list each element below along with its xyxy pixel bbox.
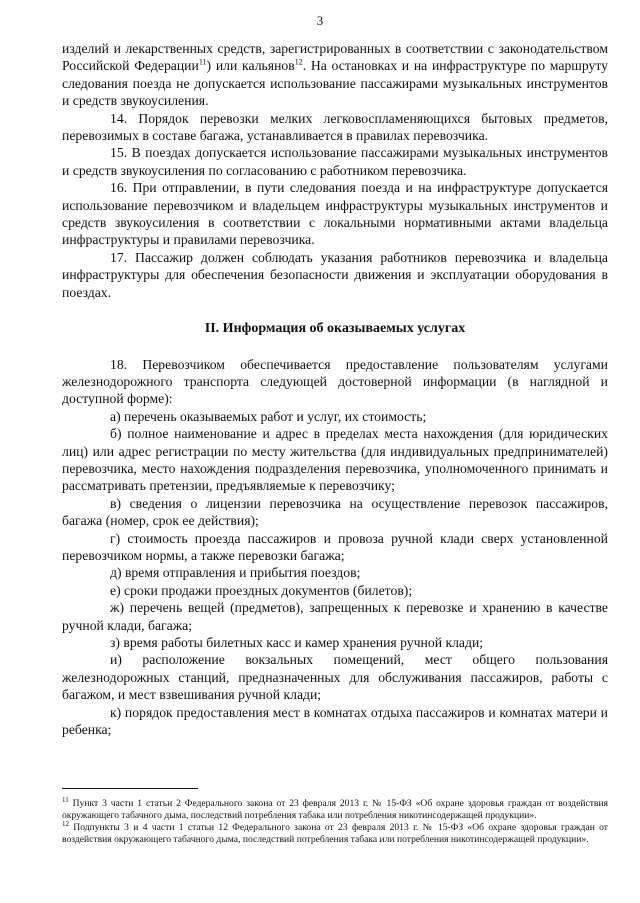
list-item-v: в) сведения о лицензии перевозчика на осуществление перевозок пассажиров, багажа (номер, срок ее действия); bbox=[62, 495, 608, 529]
list-item-zh: ж) перечень вещей (предметов), запрещенных к перевозке и хранению в качестве ручной клади, багажа; bbox=[62, 600, 608, 633]
footnote-text: Подпункты 3 и 4 части 1 статьи 12 Федерального закона от 23 февраля 2013 г. № 15-ФЗ «Об охране здоровья граждан от воздействия окружающего табачного дыма, последствий потребления табака или потребления никотинсодержащей продукции». bbox=[62, 822, 608, 845]
paragraph-text: . На остановках и на инфраструктуре по маршруту следования поезда не допускается использование пассажирами музыкальных инструментов и средств звукоусиления. bbox=[62, 58, 608, 109]
footnote-ref-12[interactable]: 12 bbox=[294, 57, 303, 67]
list-item-b: б) полное наименование и адрес в пределах места нахождения (для юридических лиц) или адрес регистрации по месту жительства (для индивидуальных предпринимателей) перевозчика, место нахождения подразделения перевозчика, уполномоченного принимать и рассматривать претензии, предъявляемые к перевозчику; bbox=[62, 426, 608, 494]
footnote-separator bbox=[62, 788, 198, 789]
list-item-g: г) стоимость проезда пассажиров и провоза ручной клади сверх установленной перевозчиком нормы, а также перевозки багажа; bbox=[62, 530, 608, 563]
footnote-number: 12 bbox=[62, 820, 69, 828]
list-item-i: и) расположение вокзальных помещений, мест общего пользования железнодорожных станций, предназначенных для обслуживания пассажиров, работы с багажом, и мест взвешивания ручной клади; bbox=[62, 652, 608, 703]
footnote-text: Пункт 3 части 1 статьи 2 Федерального закона от 23 февраля 2013 г. № 15-ФЗ «Об охране здоровья граждан от воздействия окружающего табачного дыма, последствий потребления табака или потребления никотинсодержащей продукции». bbox=[62, 798, 608, 821]
footnotes bbox=[62, 795, 608, 846]
list-item-d: д) время отправления и прибытия поездов; bbox=[110, 565, 361, 581]
list-item-e: е) сроки продажи проездных документов (билетов); bbox=[110, 582, 413, 598]
footnote-number: 11 bbox=[62, 795, 69, 804]
document-body bbox=[62, 40, 608, 738]
list-item-k: к) порядок предоставления мест в комнатах отдыха пассажиров и комнатах матери и ребенка; bbox=[62, 704, 608, 738]
paragraph-text: изделий и лекарственных средств, зарегистрированных в соответствии с законодательством Российской Федерации bbox=[62, 41, 608, 74]
footnote-11 bbox=[62, 795, 608, 821]
paragraph-15: 15. В поездах допускается использование пассажирами музыкальных инструментов и средств звукоусиления по согласованию с работником перевозчика. bbox=[62, 145, 608, 178]
page-number: 3 bbox=[316, 13, 324, 28]
section-heading: II. Информация об оказываемых услугах bbox=[204, 321, 466, 337]
paragraph-18: 18. Перевозчиком обеспечивается предоставление пользователям услугами железнодорожного транспорта следующей достоверной информации (в наглядной и доступной форме): bbox=[62, 356, 608, 407]
list-item-a: а) перечень оказываемых работ и услуг, их стоимость; bbox=[110, 408, 427, 424]
footnote-ref-11[interactable]: 11 bbox=[198, 57, 207, 67]
paragraph-13-continuation bbox=[62, 40, 608, 110]
paragraph-16: 16. При отправлении, в пути следования поезда и на инфраструктуре допускается использование перевозчиком и владельцем инфраструктуры музыкальных инструментов и средств звукоусиления в соответствии с локальными нормативными актами владельца инфраструктуры и правилами перевозчика. bbox=[62, 180, 608, 248]
footnote-12 bbox=[62, 822, 608, 845]
paragraph-text: ) или кальянов bbox=[206, 58, 295, 74]
list-item-z: з) время работы билетных касс и камер хранения ручной клади; bbox=[110, 635, 484, 650]
paragraph-14: 14. Порядок перевозки мелких легковоспламеняющихся бытовых предметов, перевозимых в составе багажа, устанавливается в правилах перевозчика. bbox=[62, 110, 608, 144]
paragraph-17: 17. Пассажир должен соблюдать указания работников перевозчика и владельца инфраструктуры для обеспечения безопасности движения и эксплуатации оборудования в поездах. bbox=[62, 249, 608, 300]
